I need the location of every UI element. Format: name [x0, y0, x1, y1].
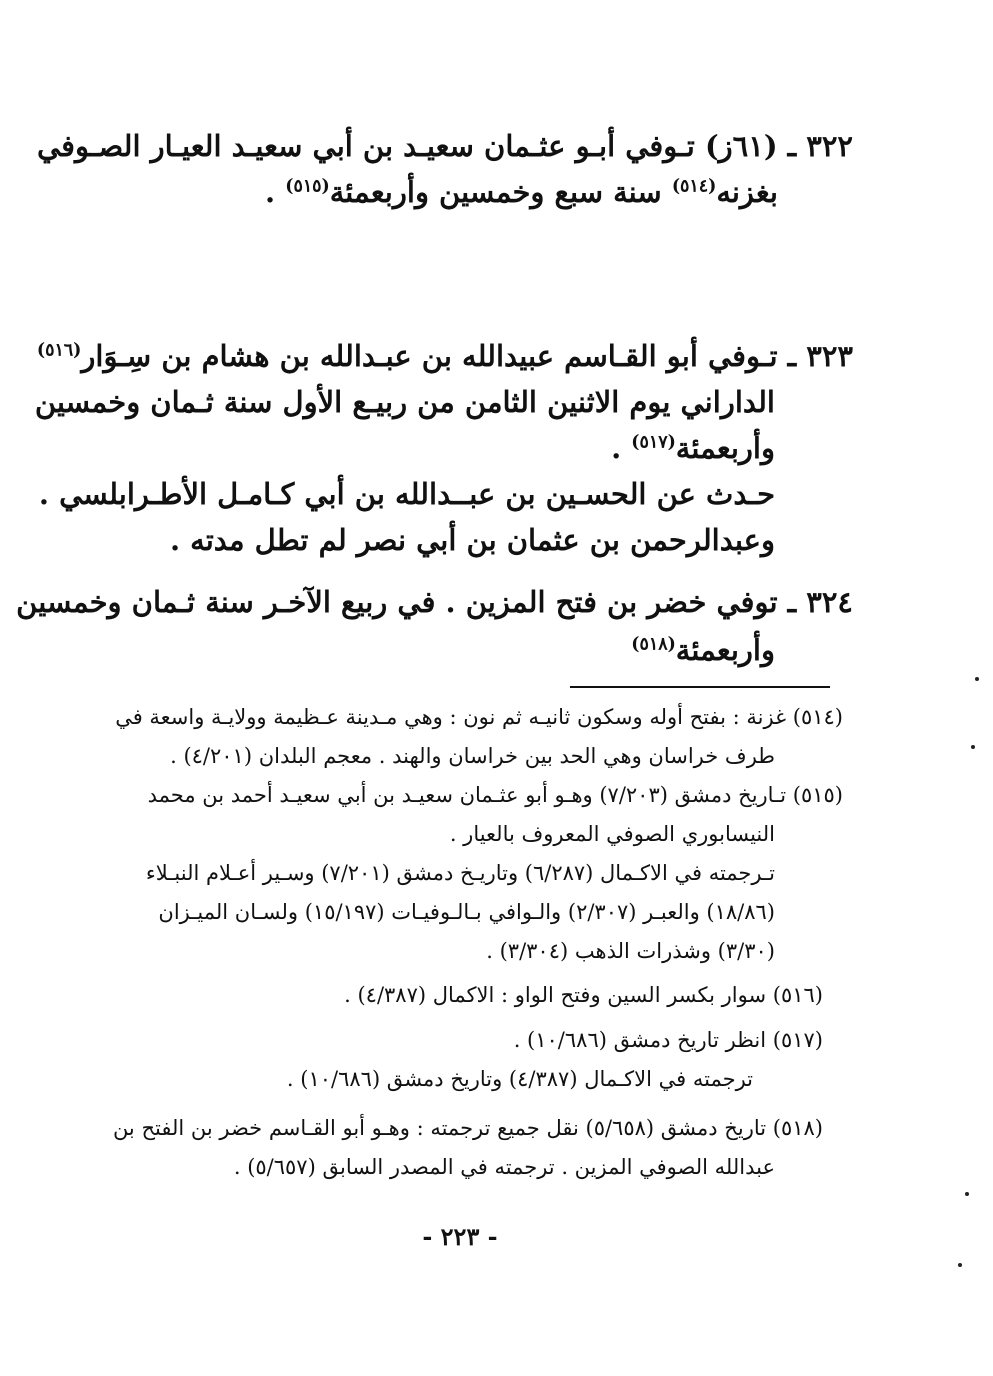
footnote-515-line-3: تـرجمته في الاكـمال (٦/٢٨٧) وتاريـخ دمشق (٧/٢٠١) وسـير أعـلام النبـلاء [145, 861, 775, 885]
footnote-ref: (٥١٨) [631, 634, 676, 655]
entry-323-line-1: ٣٢٣ ـ تـوفي أبو القـاسم عبيدالله بن عبـدالله بن هشام بن سِـوَار$^{(٥١٦)}$ [36, 339, 853, 373]
entry-text: (٦١ز) تـوفي أبـو عثـمان سعيـد بن أبي سعيـد العيـار الصـوفي [36, 129, 778, 163]
entry-322-line-1 [36, 126, 853, 166]
scan-speck [975, 677, 979, 681]
entry-322-line-2: بغزنه$^{(٥١٤)}$ سنة سبع وخمسين وأربعمئة$^{(٥١٥)}$ . [265, 175, 778, 209]
footnote-515-line-1: (٥١٥) تـاريخ دمشق (٧/٢٠٣) وهـو أبو عثـمان سعيـد بن أبي سعيـد أحمد بن محمد [147, 783, 843, 807]
footnote-517-line-2: ترجمته في الاكـمال (٤/٣٨٧) وتاريخ دمشق (١٠/٦٨٦) . [286, 1067, 753, 1091]
footnote-ref: (٥١٤) [671, 176, 717, 197]
entry-323-line-3: وأربعمئة$^{(٥١٧)}$ . [611, 431, 775, 465]
entry-324-line-2: وأربعمئة$^{(٥١٨)}$ [631, 633, 775, 667]
footnote-ref: (٥١٦) [36, 340, 82, 361]
footnote-ref: (٥١٧) [631, 432, 676, 453]
footnote-518-line-1: (٥١٨) تاريخ دمشق (٥/٦٥٨) نقل جميع ترجمته : وهـو أبو القـاسم خضر بن الفتح بن [112, 1116, 823, 1140]
footnote-518-line-2: عبدالله الصوفي المزين . ترجمته في المصدر السابق (٥/٦٥٧) . [233, 1155, 775, 1179]
scan-speck [958, 1263, 962, 1267]
page-number: - ٢٢٣ - [422, 1222, 498, 1251]
footnote-514-line-2: طرف خراسان وهي الحد بين خراسان والهند . معجم البلدان (٤/٢٠١) . [170, 744, 775, 768]
scan-speck [965, 1192, 969, 1196]
entry-323-line-2: الداراني يوم الاثنين الثامن من ربيـع الأول سنة ثـمان وخمسين [34, 385, 775, 419]
entry-323-line-5: وعبدالرحمن بن عثمان بن أبي نصر لم تطل مدته . [169, 523, 775, 557]
entry-number: ٣٢٤ ـ [787, 585, 853, 619]
footnote-515-line-5: (٣/٣٠) وشذرات الذهب (٣/٣٠٤) . [486, 939, 775, 963]
footnote-516-line-1: (٥١٦) سوار بكسر السين وفتح الواو : الاكمال (٤/٣٨٧) . [344, 983, 823, 1007]
footnote-517-line-1: (٥١٧) انظر تاريخ دمشق (١٠/٦٨٦) . [513, 1028, 823, 1052]
footnote-515-line-2: النيسابوري الصوفي المعروف بالعيار . [449, 822, 775, 846]
entry-324-line-1: ٣٢٤ ـ توفي خضر بن فتح المزين . في ربيع الآخـر سنة ثـمان وخمسين [16, 585, 853, 619]
footnote-ref: (٥١٥) [285, 176, 330, 197]
entry-323-line-4: حـدث عن الحسـين بن عبــدالله بن أبي كـامـل الأطـرابلسي . [38, 477, 775, 511]
entry-number: ٣٢٢ ـ [787, 129, 853, 163]
entry-number: ٣٢٣ ـ [787, 339, 853, 373]
footnote-514-line-1: (٥١٤) غزنة : بفتح أوله وسكون ثانيـه ثم نون : وهي مـدينة عـظيمة وولايـة واسعة في [115, 705, 843, 729]
footnote-separator [570, 686, 830, 688]
footnote-515-line-4: (١٨/٨٦) والعبـر (٢/٣٠٧) والـوافي بـالـوفيـات (١٥/١٩٧) ولسـان الميـزان [158, 900, 775, 924]
scan-speck [971, 745, 975, 749]
